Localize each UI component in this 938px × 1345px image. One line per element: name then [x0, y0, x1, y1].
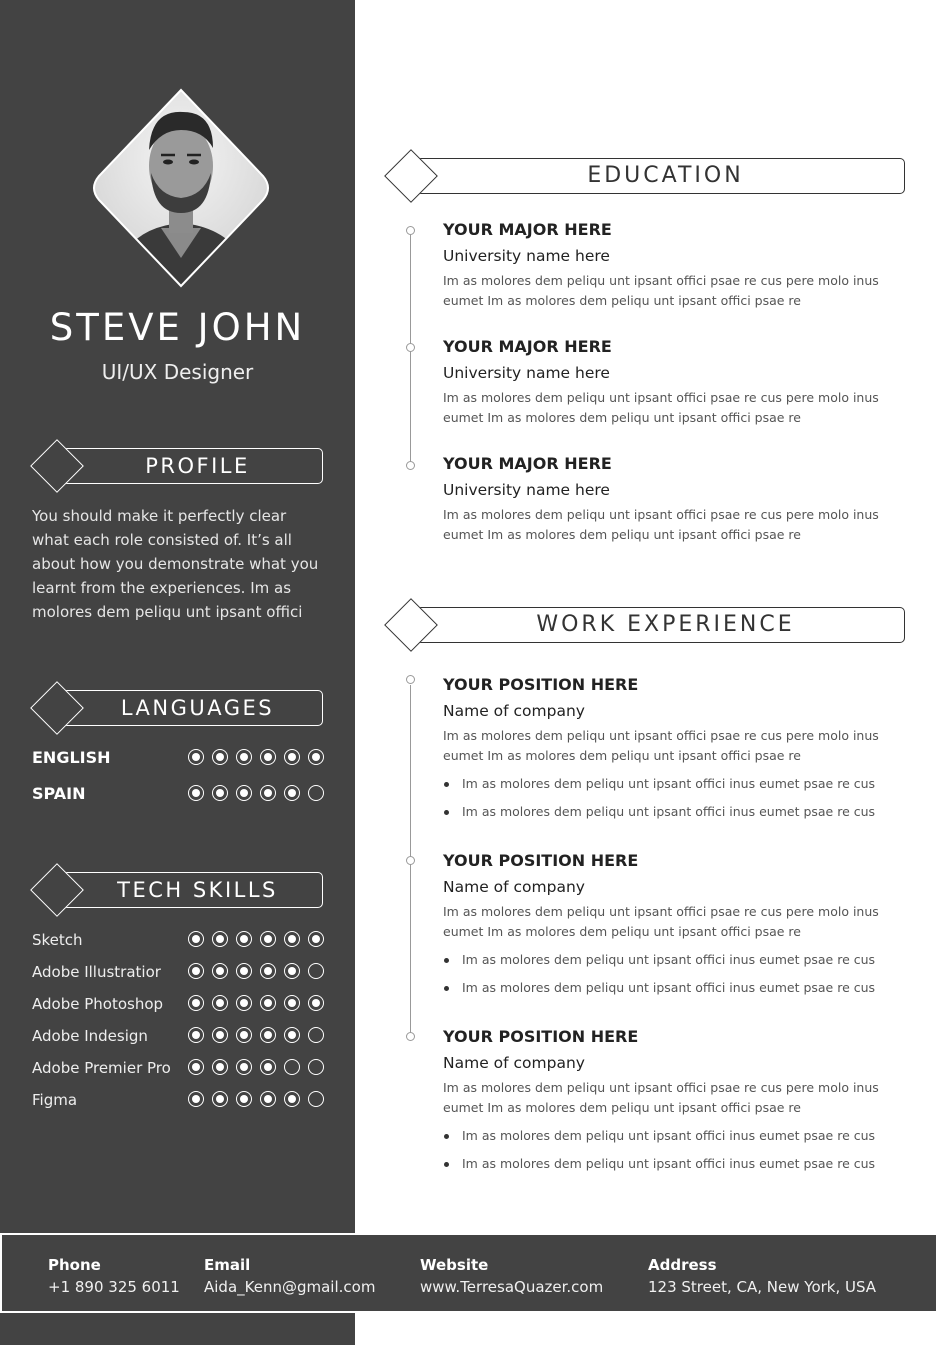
education-major: YOUR MAJOR HERE [443, 454, 612, 473]
rating-dot-filled-icon [236, 963, 252, 979]
address-label: Address [648, 1256, 717, 1274]
rating-dot-empty-icon [308, 1091, 324, 1107]
skill-name: Adobe Photoshop [32, 995, 164, 1013]
profile-text: You should make it perfectly clear what each role consisted of. It’s all about how you demonstrate what you learnt from the experiences. Im as molores dem peliqu unt ipsant offici [32, 507, 319, 621]
tech-skills-title: TECH SKILLS [117, 878, 278, 902]
person-role: UI/UX Designer [101, 360, 254, 384]
education-major: YOUR MAJOR HERE [443, 337, 612, 356]
skill-name: Adobe Indesign [32, 1027, 148, 1045]
rating-dot-filled-icon [260, 963, 276, 979]
work-bullet: Im as molores dem peliqu unt ipsant offici inus eumet psae re cus [443, 802, 883, 822]
education-desc: Im as molores dem peliqu unt ipsant offici psae re cus pere molo inus eumet Im as molores dem peliqu unt ipsant offici psae re [443, 507, 879, 542]
timeline-node [406, 226, 415, 235]
rating-dot-filled-icon [260, 1027, 276, 1043]
education-entry [443, 337, 883, 428]
rating-dot-filled-icon [236, 1091, 252, 1107]
skill-row [32, 992, 324, 1016]
rating-dot-filled-icon [212, 785, 228, 801]
rating-dot-filled-icon [212, 1091, 228, 1107]
work-position: YOUR POSITION HERE [443, 675, 639, 694]
rating-dot-filled-icon [260, 1091, 276, 1107]
rating-dot-empty-icon [308, 1027, 324, 1043]
skill-name: Adobe Illustratior [32, 963, 161, 981]
rating-dot-filled-icon [236, 931, 252, 947]
rating-dot-filled-icon [284, 995, 300, 1011]
language-rating [188, 749, 324, 765]
rating-dot-filled-icon [260, 931, 276, 947]
contact-footer [0, 1233, 938, 1313]
education-title: EDUCATION [587, 163, 744, 188]
skill-name: Figma [32, 1091, 78, 1109]
rating-dot-empty-icon [308, 785, 324, 801]
person-name: STEVE JOHN [49, 306, 306, 349]
timeline-node [406, 461, 415, 470]
rating-dot-filled-icon [284, 749, 300, 765]
rating-dot-filled-icon [236, 785, 252, 801]
rating-dot-filled-icon [260, 749, 276, 765]
tech-skills-section-header [32, 872, 323, 908]
profile-section-header [32, 448, 323, 484]
work-entry [443, 851, 883, 1006]
profile-title: PROFILE [145, 454, 250, 478]
work-company: Name of company [443, 702, 585, 720]
education-entry [443, 454, 883, 545]
address-value: 123 Street, CA, New York, USA [648, 1278, 877, 1296]
rating-dot-filled-icon [212, 995, 228, 1011]
language-name: SPAIN [32, 784, 86, 803]
phone-label: Phone [48, 1256, 101, 1274]
skill-rating [188, 931, 324, 947]
education-section-header [386, 158, 905, 194]
skill-rating [188, 1091, 324, 1107]
education-school: University name here [443, 481, 610, 499]
rating-dot-filled-icon [188, 749, 204, 765]
language-name: ENGLISH [32, 748, 111, 767]
work-section-header [386, 607, 905, 643]
work-entry [443, 675, 883, 830]
rating-dot-filled-icon [212, 963, 228, 979]
rating-dot-filled-icon [284, 1027, 300, 1043]
work-desc: Im as molores dem peliqu unt ipsant offici psae re cus pere molo inus eumet Im as molores dem peliqu unt ipsant offici psae re [443, 1080, 879, 1115]
languages-section-header [32, 690, 323, 726]
email-value[interactable]: Aida_Kenn@gmail.com [204, 1278, 376, 1296]
rating-dot-filled-icon [236, 995, 252, 1011]
rating-dot-empty-icon [308, 1059, 324, 1075]
rating-dot-filled-icon [236, 749, 252, 765]
skill-row [32, 928, 324, 952]
contact-email [204, 1255, 375, 1297]
website-value[interactable]: www.TerresaQuazer.com [420, 1278, 604, 1296]
rating-dot-filled-icon [236, 1059, 252, 1075]
email-label: Email [204, 1256, 251, 1274]
work-desc: Im as molores dem peliqu unt ipsant offici psae re cus pere molo inus eumet Im as molores dem peliqu unt ipsant offici psae re [443, 904, 879, 939]
rating-dot-empty-icon [284, 1059, 300, 1075]
rating-dot-filled-icon [308, 749, 324, 765]
language-row [32, 746, 324, 770]
education-major: YOUR MAJOR HERE [443, 220, 612, 239]
rating-dot-filled-icon [188, 1059, 204, 1075]
skill-rating [188, 963, 324, 979]
education-school: University name here [443, 364, 610, 382]
rating-dot-filled-icon [212, 1027, 228, 1043]
rating-dot-filled-icon [188, 785, 204, 801]
rating-dot-filled-icon [308, 995, 324, 1011]
skill-row [32, 1024, 324, 1048]
skill-row [32, 1088, 324, 1112]
contact-phone [48, 1255, 180, 1297]
timeline-node [406, 1032, 415, 1041]
work-company: Name of company [443, 1054, 585, 1072]
rating-dot-filled-icon [188, 1091, 204, 1107]
profile-photo [91, 88, 271, 288]
timeline-node [406, 856, 415, 865]
skill-name: Sketch [32, 931, 83, 949]
work-position: YOUR POSITION HERE [443, 851, 639, 870]
education-entry [443, 220, 883, 311]
languages-title: LANGUAGES [120, 696, 275, 720]
rating-dot-filled-icon [212, 931, 228, 947]
skill-rating [188, 995, 324, 1011]
work-entry [443, 1027, 883, 1182]
phone-value[interactable]: +1 890 325 6011 [48, 1278, 180, 1296]
work-bullet: Im as molores dem peliqu unt ipsant offici inus eumet psae re cus [443, 978, 883, 998]
education-desc: Im as molores dem peliqu unt ipsant offici psae re cus pere molo inus eumet Im as molores dem peliqu unt ipsant offici psae re [443, 390, 879, 425]
rating-dot-filled-icon [212, 1059, 228, 1075]
rating-dot-filled-icon [188, 1027, 204, 1043]
rating-dot-empty-icon [308, 963, 324, 979]
work-bullet: Im as molores dem peliqu unt ipsant offici inus eumet psae re cus [443, 950, 883, 970]
skill-row [32, 1056, 324, 1080]
rating-dot-filled-icon [284, 963, 300, 979]
work-bullet: Im as molores dem peliqu unt ipsant offici inus eumet psae re cus [443, 1126, 883, 1146]
language-row [32, 782, 324, 806]
rating-dot-filled-icon [236, 1027, 252, 1043]
rating-dot-filled-icon [188, 931, 204, 947]
rating-dot-filled-icon [308, 931, 324, 947]
work-position: YOUR POSITION HERE [443, 1027, 639, 1046]
rating-dot-filled-icon [284, 931, 300, 947]
skill-rating [188, 1027, 324, 1043]
rating-dot-filled-icon [284, 1091, 300, 1107]
rating-dot-filled-icon [284, 785, 300, 801]
language-rating [188, 785, 324, 801]
education-desc: Im as molores dem peliqu unt ipsant offici psae re cus pere molo inus eumet Im as molores dem peliqu unt ipsant offici psae re [443, 273, 879, 308]
work-bullet: Im as molores dem peliqu unt ipsant offici inus eumet psae re cus [443, 774, 883, 794]
work-title: WORK EXPERIENCE [536, 612, 795, 637]
skill-rating [188, 1059, 324, 1075]
website-label: Website [420, 1256, 489, 1274]
rating-dot-filled-icon [212, 749, 228, 765]
contact-website [420, 1255, 603, 1297]
work-desc: Im as molores dem peliqu unt ipsant offici psae re cus pere molo inus eumet Im as molores dem peliqu unt ipsant offici psae re [443, 728, 879, 763]
rating-dot-filled-icon [260, 785, 276, 801]
timeline-node [406, 675, 415, 684]
skill-name: Adobe Premier Pro [32, 1059, 171, 1077]
rating-dot-filled-icon [188, 963, 204, 979]
rating-dot-filled-icon [188, 995, 204, 1011]
timeline-node [406, 343, 415, 352]
contact-address [648, 1255, 876, 1297]
work-bullet: Im as molores dem peliqu unt ipsant offici inus eumet psae re cus [443, 1154, 883, 1174]
education-school: University name here [443, 247, 610, 265]
sidebar [0, 0, 355, 1345]
rating-dot-filled-icon [260, 995, 276, 1011]
rating-dot-filled-icon [260, 1059, 276, 1075]
skill-row [32, 960, 324, 984]
work-company: Name of company [443, 878, 585, 896]
